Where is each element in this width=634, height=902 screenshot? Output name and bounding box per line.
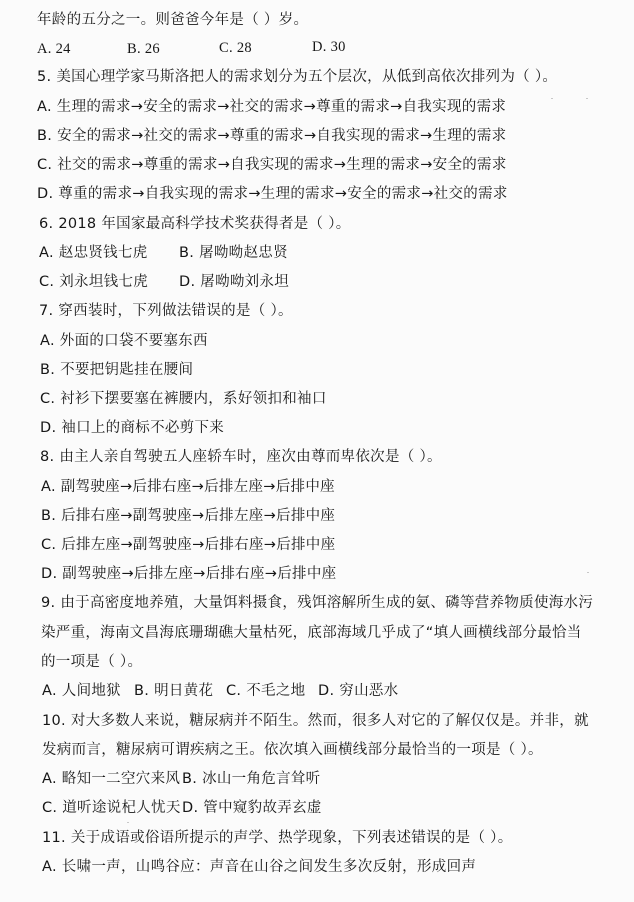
q7-stem: 7. 穿西装时，下列做法错误的是（ ）。	[39, 303, 293, 319]
q8-stem: 8. 由主人亲自驾驶五人座轿车时，座次由尊而卑依次是（ ）。	[40, 449, 442, 465]
q6-option-b: B. 屠呦呦赵忠贤	[179, 245, 288, 261]
q4-stem-tail: 年龄的五分之一。则爸爸今年是（ ）岁。	[37, 12, 309, 28]
q11-stem: 11. 关于成语或俗语所提示的声学、热学现象，下列表述错误的是（ ）。	[42, 830, 513, 846]
q6-stem: 6. 2018 年国家最高科学技术奖获得者是（ ）。	[39, 216, 351, 232]
q9-stem-line-1: 9. 由于高密度地养殖，大量饵料摄食，残饵溶解所生成的氨、磷等营养物质使海水污	[41, 595, 594, 611]
q5-stem: 5. 美国心理学家马斯洛把人的需求划分为五个层次，从低到高依次排列为（ ）。	[37, 69, 558, 85]
q7-option-d: D. 袖口上的商标不必剪下来	[40, 420, 225, 436]
q7-option-b: B. 不要把钥匙挂在腰间	[40, 362, 194, 378]
q8-option-d: D. 副驾驶座→后排左座→后排右座→后排中座	[41, 566, 337, 582]
q5-option-d: D. 尊重的需求→自我实现的需求→生理的需求→安全的需求→社交的需求	[37, 186, 508, 202]
q10-stem-line-1: 10. 对大多数人来说，糖尿病并不陌生。然而，很多人对它的了解仅仅是。并非，就	[42, 713, 589, 729]
q6-option-a: A. 赵忠贤钱七虎	[39, 245, 148, 261]
q8-option-c: C. 后排左座→副驾驶座→后排右座→后排中座	[41, 537, 336, 553]
q10-option-c: C. 道听途说杞人忧天	[42, 800, 181, 816]
q10-option-d: D. 管中窥豹故弄玄虚	[182, 800, 322, 816]
q5-option-a: A. 生理的需求→安全的需求→社交的需求→尊重的需求→自我实现的需求	[37, 99, 507, 115]
q6-option-d: D. 屠呦呦刘永坦	[179, 274, 290, 290]
q4-option-a: A. 24	[37, 41, 71, 57]
q9-option-c: C. 不毛之地	[226, 683, 306, 699]
q5-option-c: C. 社交的需求→尊重的需求→自我实现的需求→生理的需求→安全的需求	[37, 157, 507, 173]
scan-speck	[127, 822, 129, 823]
q6-option-c: C. 刘永坦钱七虎	[39, 274, 149, 290]
q8-option-b: B. 后排右座→副驾驶座→后排左座→后排中座	[41, 508, 336, 524]
q4-option-c: C. 28	[219, 40, 252, 56]
scan-speck	[587, 572, 589, 573]
q8-option-a: A. 副驾驶座→后排右座→后排左座→后排中座	[41, 479, 335, 495]
q10-option-a: A. 略知一二空穴来风	[42, 771, 181, 787]
q10-stem-line-2: 发病而言，糖尿病可谓疾病之王。依次填入画横线部分最恰当的一项是（ ）。	[42, 742, 543, 758]
q7-option-a: A. 外面的口袋不要塞东西	[40, 333, 208, 349]
q9-stem-line-2: 染严重，海南文昌海底珊瑚礁大量枯死，底部海域几乎成了“填人画横线部分最恰当	[41, 625, 582, 641]
scan-speck	[551, 98, 553, 99]
scan-speck	[586, 98, 588, 99]
q11-option-a: A. 长啸一声，山鸣谷应：声音在山谷之间发生多次反射，形成回声	[42, 859, 477, 875]
q7-option-c: C. 衬衫下摆要塞在裤腰内，系好领扣和袖口	[40, 391, 327, 407]
q10-option-b: B. 冰山一角危言耸听	[182, 771, 321, 787]
q9-stem-line-3: 的一项是（ ）。	[41, 654, 143, 670]
q9-option-d: D. 穷山恶水	[318, 683, 399, 699]
q5-option-b: B. 安全的需求→社交的需求→尊重的需求→自我实现的需求→生理的需求	[37, 128, 507, 144]
q4-option-d: D. 30	[312, 39, 346, 55]
q9-option-a: A. 人间地狱	[42, 683, 121, 699]
q9-option-b: B. 明日黄花	[134, 683, 214, 699]
q4-option-b: B. 26	[127, 41, 160, 57]
